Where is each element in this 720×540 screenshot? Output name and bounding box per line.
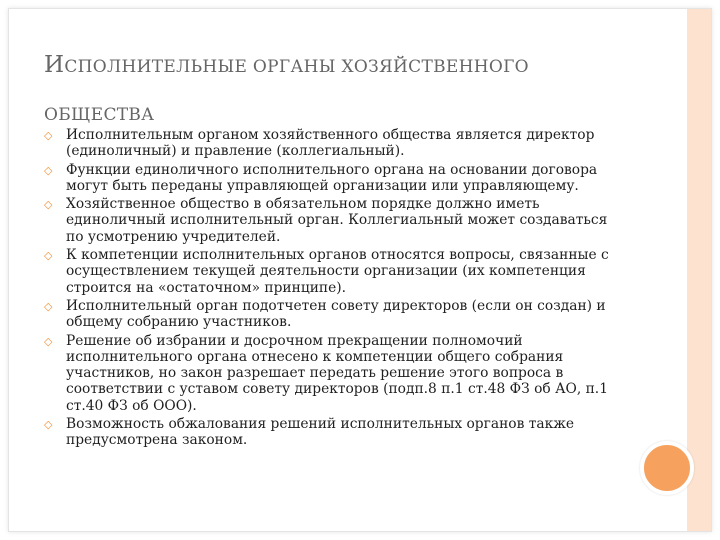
title-line-2: ОБЩЕСТВА — [44, 105, 155, 125]
bullet-item — [44, 247, 614, 296]
bullet-text: Исполнительным органом хозяйственного общества является директор (единоличный) и правление (коллегиальный). — [66, 127, 595, 160]
bullet-item — [44, 127, 614, 160]
bullet-item — [44, 333, 614, 414]
slide-title — [44, 40, 644, 136]
hollow-diamond-bullet-icon: ◇ — [44, 418, 53, 432]
orange-circle-decoration — [640, 441, 694, 495]
bullet-item — [44, 196, 614, 245]
hollow-diamond-bullet-icon: ◇ — [44, 299, 53, 313]
hollow-diamond-bullet-icon: ◇ — [44, 334, 53, 348]
side-accent-bar — [687, 9, 711, 531]
bullet-text: Хозяйственное общество в обязательном порядке должно иметь единоличный исполнительный орган. Коллегиальный может создаваться по усмотрению учредителей. — [66, 196, 608, 245]
bullet-text: Решение об избрании и досрочном прекращении полномочий исполнительного органа отнесено к компетенции общего собрания участников, но закон разрешает передать решение этого вопроса в соответствии с уставом совету директоров (подп.8 п.1 ст.48 ФЗ об АО, п.1 ст.40 ФЗ об ООО). — [66, 332, 608, 414]
bullet-text: Возможность обжалования решений исполнительных органов также предусмотрена законом. — [66, 416, 575, 449]
hollow-diamond-bullet-icon: ◇ — [44, 249, 53, 263]
bullet-text: Функции единоличного исполнительного органа на основании договора могут быть переданы управляющей организации или управляющему. — [66, 161, 598, 194]
bullet-list — [44, 127, 614, 451]
hollow-diamond-bullet-icon: ◇ — [44, 163, 53, 177]
bullet-text: К компетенции исполнительных органов относятся вопросы, связанные с осуществлением текущей деятельности организации (их компетенция строится на «остаточном» принципе). — [66, 247, 609, 296]
hollow-diamond-bullet-icon: ◇ — [44, 129, 53, 142]
bullet-text: Исполнительный орган подотчетен совету директоров (если он создан) и общему собранию участников. — [66, 297, 606, 331]
title-initial: И — [44, 52, 65, 78]
title-line-1: СПОЛНИТЕЛЬНЫЕ ОРГАНЫ ХОЗЯЙСТВЕННОГО — [64, 57, 529, 77]
bullet-item — [44, 298, 614, 331]
bullet-item — [44, 162, 614, 195]
hollow-diamond-bullet-icon: ◇ — [44, 198, 53, 212]
bullet-item — [44, 416, 614, 449]
